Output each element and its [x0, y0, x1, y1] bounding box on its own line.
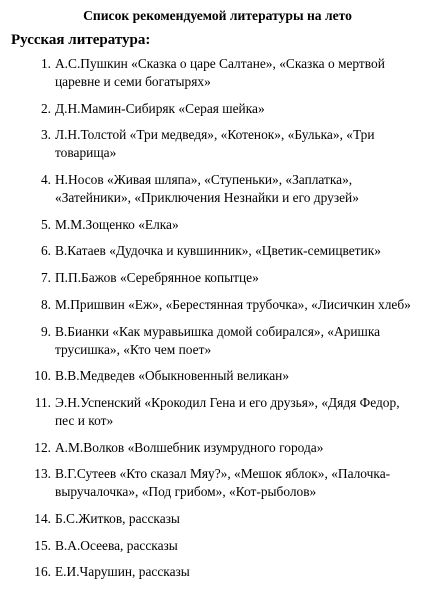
list-item — [0, 510, 435, 528]
list-item — [0, 394, 435, 430]
list-item — [0, 171, 435, 207]
list-item — [0, 296, 435, 314]
list-item-text: В.Катаев «Дудочка и кувшинник», «Цветик-семицветик» — [55, 243, 381, 259]
list-item — [0, 439, 435, 457]
list-item-text: В.Бианки «Как муравьишка домой собирался», «Аришка трусишка», «Кто чем поет» — [55, 323, 381, 357]
list-item-text: Б.С.Житков, рассказы — [55, 510, 180, 526]
list-item-number: 7. — [40, 270, 51, 286]
list-item-number: 12. — [34, 439, 51, 455]
list-item-text: В.Г.Сутеев «Кто сказал Мяу?», «Мешок яблок», «Палочка-выручалочка», «Под грибом», «Кот-рыболов» — [55, 466, 391, 500]
list-item-number: 16. — [34, 564, 51, 580]
list-item — [0, 216, 435, 234]
list-item-number: 14. — [34, 510, 51, 526]
list-item — [0, 100, 435, 118]
list-item-text: Н.Носов «Живая шляпа», «Ступеньки», «Заплатка», «Затейники», «Приключения Незнайки и его друзей» — [55, 172, 359, 206]
list-item — [0, 242, 435, 260]
list-item-number: 4. — [40, 172, 51, 188]
list-item — [0, 563, 435, 581]
list-item-text: А.М.Волков «Волшебник изумрудного города» — [55, 439, 324, 455]
list-item-text: В.А.Осеева, рассказы — [55, 537, 178, 553]
list-item — [0, 465, 435, 501]
list-item — [0, 126, 435, 162]
list-item-text: М.Пришвин «Еж», «Берестянная трубочка», «Лисичкин хлеб» — [55, 296, 411, 312]
list-item — [0, 367, 435, 385]
list-item-text: Л.Н.Толстой «Три медведя», «Котенок», «Булька», «Три товарища» — [55, 127, 375, 161]
list-item — [0, 537, 435, 555]
list-item-number: 10. — [34, 368, 51, 384]
list-item-text: А.С.Пушкин «Сказка о царе Салтане», «Сказка о мертвой царевне и семи богатырях» — [55, 56, 385, 89]
list-item-number: 15. — [34, 537, 51, 553]
list-item-text: М.М.Зощенко «Елка» — [55, 216, 179, 232]
list-item-number: 6. — [40, 243, 51, 259]
list-item-text: Д.Н.Мамин-Сибиряк «Серая шейка» — [55, 100, 265, 116]
list-item — [0, 55, 435, 91]
section-heading: Русская литература: — [11, 32, 151, 48]
list-item-number: 3. — [40, 127, 51, 143]
list-item-number: 5. — [40, 216, 51, 232]
list-item-number: 13. — [34, 466, 51, 482]
document-title: Список рекомендуемой литературы на лето — [83, 8, 352, 23]
list-item-text: Э.Н.Успенский «Крокодил Гена и его друзья», «Дядя Федор, пес и кот» — [55, 394, 400, 428]
list-item-number: 2. — [40, 100, 51, 116]
list-item-number: 8. — [40, 296, 51, 312]
list-item — [0, 269, 435, 287]
list-item-number: 1. — [40, 56, 51, 71]
book-list — [0, 55, 435, 590]
list-item-text: В.В.Медведев «Обыкновенный великан» — [55, 368, 290, 384]
list-item-number: 11. — [34, 394, 51, 410]
list-item-text: П.П.Бажов «Серебрянное копытце» — [55, 270, 259, 286]
list-item-number: 9. — [40, 323, 51, 339]
list-item — [0, 323, 435, 359]
list-item-text: Е.И.Чарушин, рассказы — [55, 564, 190, 580]
